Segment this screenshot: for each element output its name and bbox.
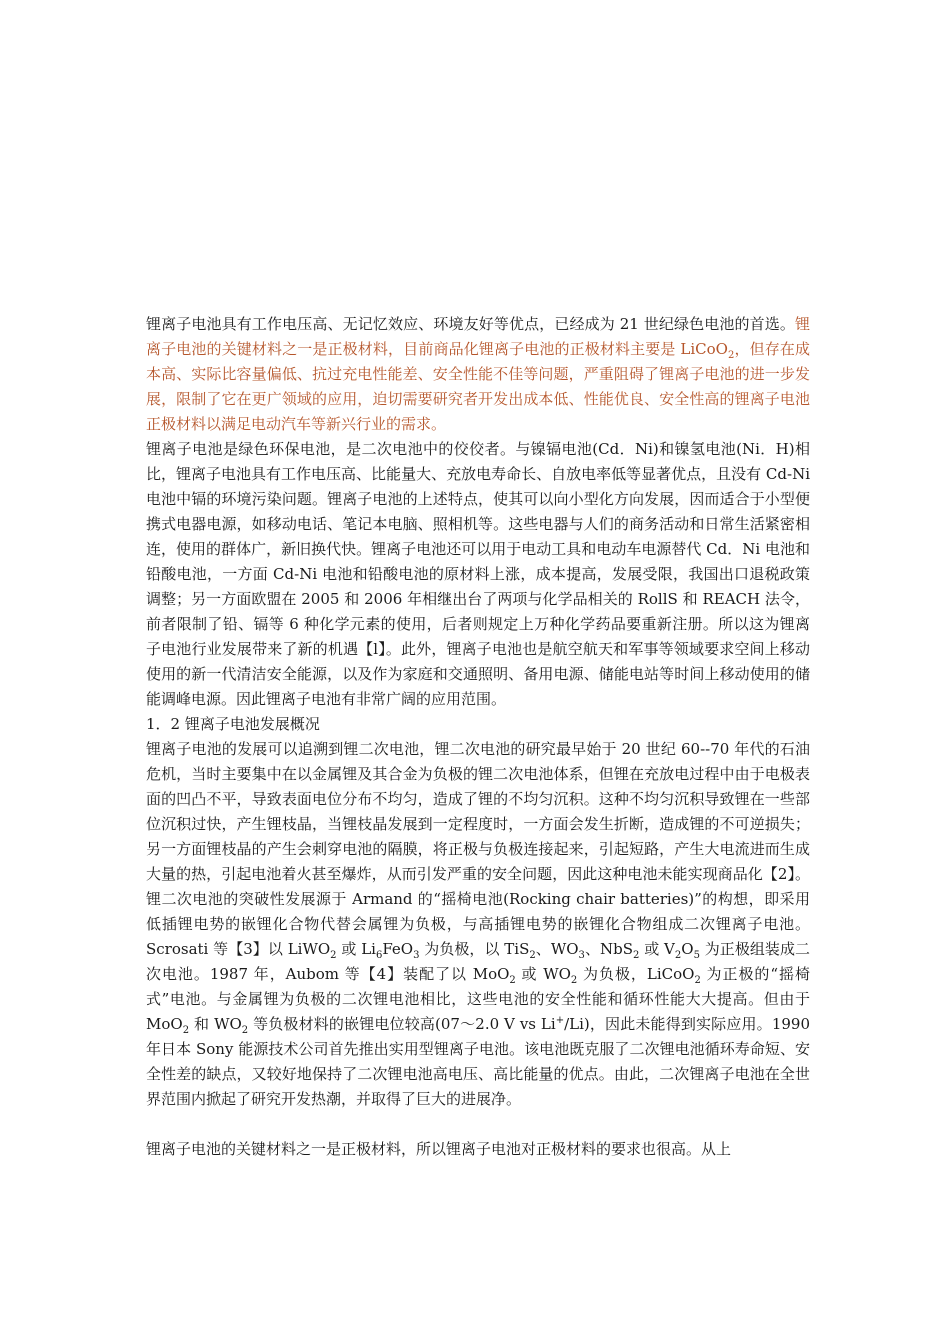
paragraph-cathode: 锂离子电池的关键材料之一是正极材料，所以锂离子电池对正极材料的要求也很高。从上 — [146, 1140, 732, 1158]
paragraph-intro — [146, 312, 810, 437]
section-heading: 1．2 锂离子电池发展概况 — [146, 715, 320, 733]
document-body — [146, 312, 810, 1162]
intro-plain-text: 锂离子电池具有工作电压高、无记忆效应、环境友好等优点，已经成为 21 世纪绿色电池的首选。 — [146, 315, 795, 333]
paragraph-history: 锂离子电池的发展可以追溯到锂二次电池，锂二次电池的研究最早始于 20 世纪 60--70 年代的石油危机，当时主要集中在以金属锂及其合金为负极的锂二次电池体系，但锂在充放电过程中由于电极表面的凹凸不平，导致表面电位分布不均匀，造成了锂的不均匀沉积。这种不均匀沉积导致锂在一些部位沉积过快，产生锂枝晶，当锂枝晶发展到一定程度时，一方面会发生折断，造成锂的不可逆损失；另一方面锂枝晶的产生会刺穿电池的隔膜，将正极与负极连接起来，引起短路，产生大电流进而生成大量的热，引起电池着火甚至爆炸，从而引发严重的安全问题，因此这种电池未能实现商品化【2】。锂二次电池的突破性发展源于 Armand 的“摇椅电池(Rocking chair batteries)”的构想，即采用低插锂电势的嵌锂化合物代替会属锂为负极，与高插锂电势的嵌锂化合物组成二次锂离子电池。 Scrosati 等【3】以 LiWO$_2$ 或 $Li_6FeO_3$ 为负极，以 TiS$_2$、$WO_3$、NbS$_2$ 或 $V_2O_5$ 为正极组装成二次电池。1987 年，Aubom 等【4】装配了以 MoO$_2$ 或 $WO_2$ 为负极，LiCoO$_2$ 为正极的“摇椅式”电池。与金属锂为负极的二次锂电池相比，这些电池的安全性能和循环性能大大提高。但由于 MoO$_2$ 和 $WO_2$ 等负极材料的嵌锂电位较高(07～2.0 V vs Li+/Li)，因此未能得到实际应用。1990 年日本 Sony 能源技术公司首先推出实用型锂离子电池。该电池既克服了二次锂电池循环寿命短、安全性差的缺点，又较好地保持了二次锂电池高电压、高比能量的优点。由此，二次锂离子电池在全世界范围内掀起了研究开发热潮，并取得了巨大的进展净。 — [146, 740, 810, 1108]
paragraph-spacer — [146, 1112, 810, 1137]
paragraph-advantages: 锂离子电池是绿色环保电池，是二次电池中的佼佼者。与镍镉电池(Cd．Ni)和镍氢电池(Ni．H)相比，锂离子电池具有工作电压高、比能量大、充放电寿命长、自放电率低等显著优点，且没有 Cd-Ni 电池中镉的环境污染问题。锂离子电池的上述特点，使其可以向小型化方向发展，因而适合于小型便携式电器电源，如移动电话、笔记本电脑、照相机等。这些电器与人们的商务活动和日常生活紧密相连，使用的群体广，新旧换代快。锂离子电池还可以用于电动工具和电动车电源替代 Cd．Ni 电池和铅酸电池，一方面 Cd-Ni 电池和铅酸电池的原材料上涨，成本提高，发展受限，我国出口退税政策调整；另一方面欧盟在 2005 和 2006 年相继出台了两项与化学品相关的 RollS 和 REACH 法令，前者限制了铅、镉等 6 种化学元素的使用，后者则规定上万种化学药品要重新注册。所以这为锂离子电池行业发展带来了新的机遇【l】。此外，锂离子电池也是航空航天和军事等领域要求空间上移动使用的新一代清洁安全能源，以及作为家庭和交通照明、备用电源、储能电站等时间上移动使用的储能调峰电源。因此锂离子电池有非常广阔的应用范围。 — [146, 440, 810, 708]
intro-highlighted-text: 锂离子电池的关键材料之一是正极材料，目前商品化锂离子电池的正极材料主要是 LiCoO$_2$，但存在成本高、实际比容量偏低、抗过充电性能差、安全性能不佳等问题，严重阻碍了锂离子电池的进一步发展，限制了它在更广领域的应用，迫切需要研究者开发出成本低、性能优良、安全性高的锂离子电池正极材料以满足电动汽车等新兴行业的需求。 — [146, 315, 810, 433]
